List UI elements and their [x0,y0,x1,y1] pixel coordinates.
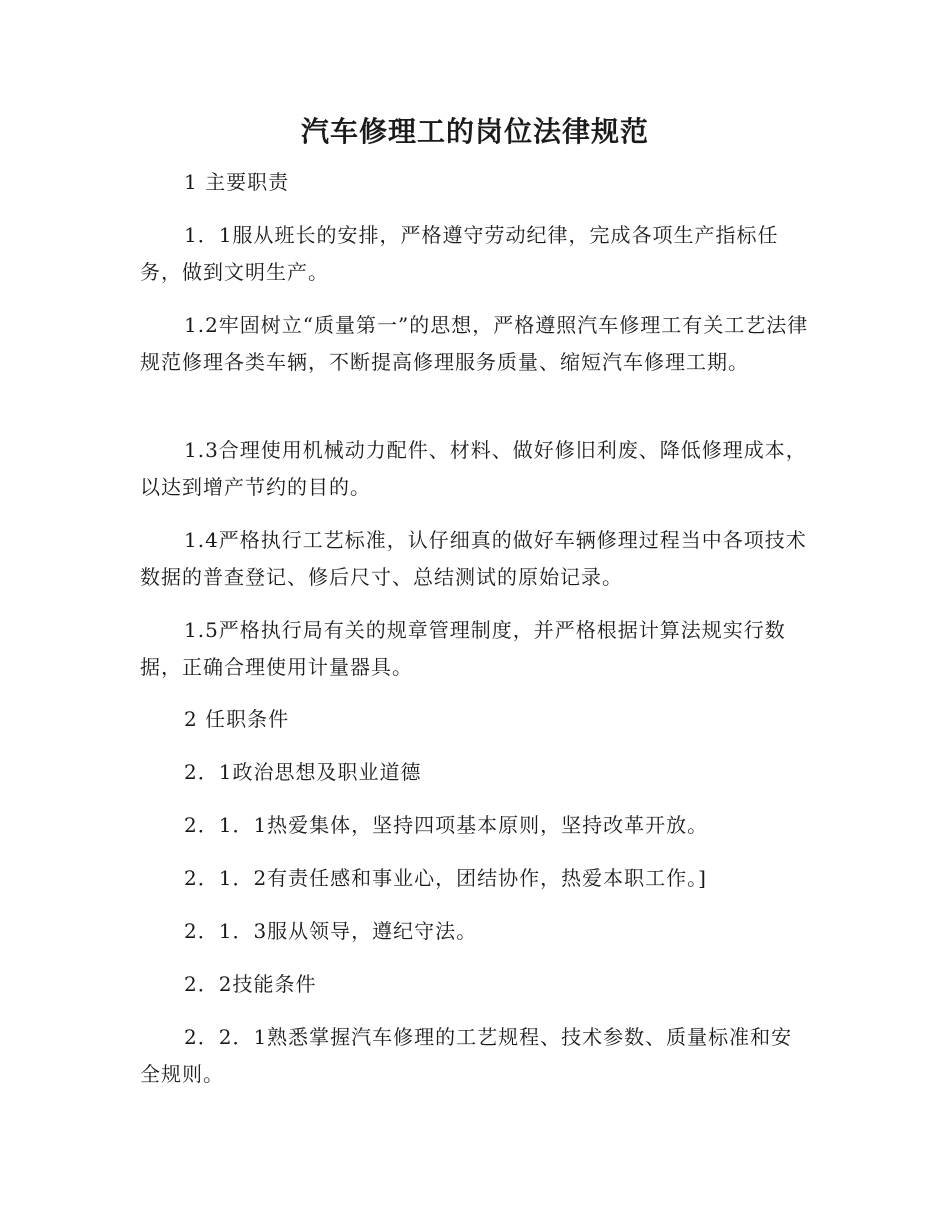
heading-main-duties: 1 主要职责 [184,170,290,194]
paragraph-1-5: 1.5严格执行局有关的规章管理制度，并严格根据计算法规实行数据，正确合理使用计量器具。 [140,618,786,679]
paragraph-2-2: 2．2技能条件 [184,972,317,996]
paragraph-2-1-3: 2．1．3服从领导，遵纪守法。 [184,919,478,943]
paragraph-1-1: 1．1服从班长的安排，严格遵守劳动纪律，完成各项生产指标任务，做到文明生产。 [140,223,779,284]
heading-job-requirements: 2 任职条件 [184,707,290,731]
document-title: 汽车修理工的岗位法律规范 [300,115,649,148]
paragraph-1-4: 1.4严格执行工艺标准，认仔细真的做好车辆修理过程当中各项技术数据的普查登记、修后尺寸、总结测试的原始记录。 [140,528,807,589]
paragraph-2-1: 2．1政治思想及职业道德 [184,760,422,784]
paragraph-1-3: 1.3合理使用机械动力配件、材料、做好修旧利废、降低修理成本，以达到增产节约的目的。 [140,438,807,499]
paragraph-2-1-2: 2．1．2有责任感和事业心，团结协作，热爱本职工作。] [184,866,707,890]
paragraph-2-1-1: 2．1．1热爱集体，坚持四项基本原则，坚持改革开放。 [184,813,709,837]
paragraph-2-2-1: 2．2．1熟悉掌握汽车修理的工艺规程、技术参数、质量标准和安全规则。 [140,1025,793,1086]
paragraph-1-2: 1.2牢固树立“质量第一”的思想，严格遵照汽车修理工有关工艺法律规范修理各类车辆，不断提高修理服务质量、缩短汽车修理工期。 [140,313,809,374]
